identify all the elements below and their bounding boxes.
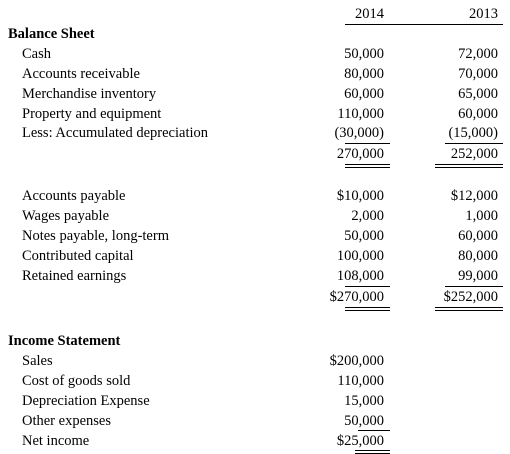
value-2014: 50,000 — [344, 228, 384, 244]
value-2014: 108,000 — [336, 268, 384, 284]
header-rule — [345, 24, 503, 25]
subtotal-rule-2013 — [445, 143, 503, 144]
value-2013: (15,000) — [448, 125, 498, 141]
liabilities-total-2013: $252,000 — [443, 289, 498, 305]
net-income-rule — [358, 430, 390, 431]
row-label: Accounts receivable — [22, 66, 140, 82]
row-value: 110,000 — [337, 373, 384, 389]
value-2013: 1,000 — [465, 208, 498, 224]
value-2014: 50,000 — [344, 46, 384, 62]
row-value: 15,000 — [344, 393, 384, 409]
row-label: Depreciation Expense — [22, 393, 150, 409]
row-label: Notes payable, long-term — [22, 228, 169, 244]
value-2013: 72,000 — [458, 46, 498, 62]
row-label: Cost of goods sold — [22, 373, 131, 389]
row-label: Property and equipment — [22, 106, 162, 122]
value-2013: $12,000 — [450, 188, 498, 204]
row-label: Other expenses — [22, 413, 111, 429]
value-2014: 100,000 — [336, 248, 384, 264]
total-double-rule-2014 — [345, 164, 390, 168]
total-double-rule-2013 — [435, 164, 503, 168]
row-label: Retained earnings — [22, 268, 127, 284]
net-income-value: $25,000 — [336, 433, 384, 449]
value-2013: 80,000 — [458, 248, 498, 264]
assets-total-2014: 270,000 — [336, 146, 384, 162]
row-label: Wages payable — [22, 208, 109, 224]
year-2013-header: 2013 — [469, 6, 498, 22]
income-statement-title: Income Statement — [8, 333, 121, 349]
year-2014-header: 2014 — [355, 6, 384, 22]
row-value: 50,000 — [344, 413, 384, 429]
value-2013: 99,000 — [458, 268, 498, 284]
net-income-label: Net income — [22, 433, 90, 449]
row-label: Contributed capital — [22, 248, 134, 264]
value-2013: 60,000 — [458, 106, 498, 122]
row-label: Cash — [22, 46, 51, 62]
row-label: Less: Accumulated depreciation — [22, 125, 209, 141]
value-2013: 60,000 — [458, 228, 498, 244]
row-value: $200,000 — [329, 353, 384, 369]
subtotal-rule-2014 — [345, 286, 390, 287]
value-2014: (30,000) — [334, 125, 384, 141]
row-label: Sales — [22, 353, 53, 369]
liabilities-total-2014: $270,000 — [329, 289, 384, 305]
net-income-double-rule — [355, 450, 390, 454]
value-2014: $10,000 — [336, 188, 384, 204]
value-2013: 65,000 — [458, 86, 498, 102]
balance-sheet-title: Balance Sheet — [8, 26, 95, 42]
assets-total-2013: 252,000 — [450, 146, 498, 162]
value-2014: 60,000 — [344, 86, 384, 102]
value-2013: 70,000 — [458, 66, 498, 82]
total-double-rule-2013 — [435, 307, 503, 311]
subtotal-rule-2014 — [345, 143, 390, 144]
total-double-rule-2014 — [345, 307, 390, 311]
value-2014: 110,000 — [337, 106, 384, 122]
value-2014: 80,000 — [344, 66, 384, 82]
row-label: Accounts payable — [22, 188, 126, 204]
value-2014: 2,000 — [351, 208, 384, 224]
row-label: Merchandise inventory — [22, 86, 157, 102]
subtotal-rule-2013 — [445, 286, 503, 287]
